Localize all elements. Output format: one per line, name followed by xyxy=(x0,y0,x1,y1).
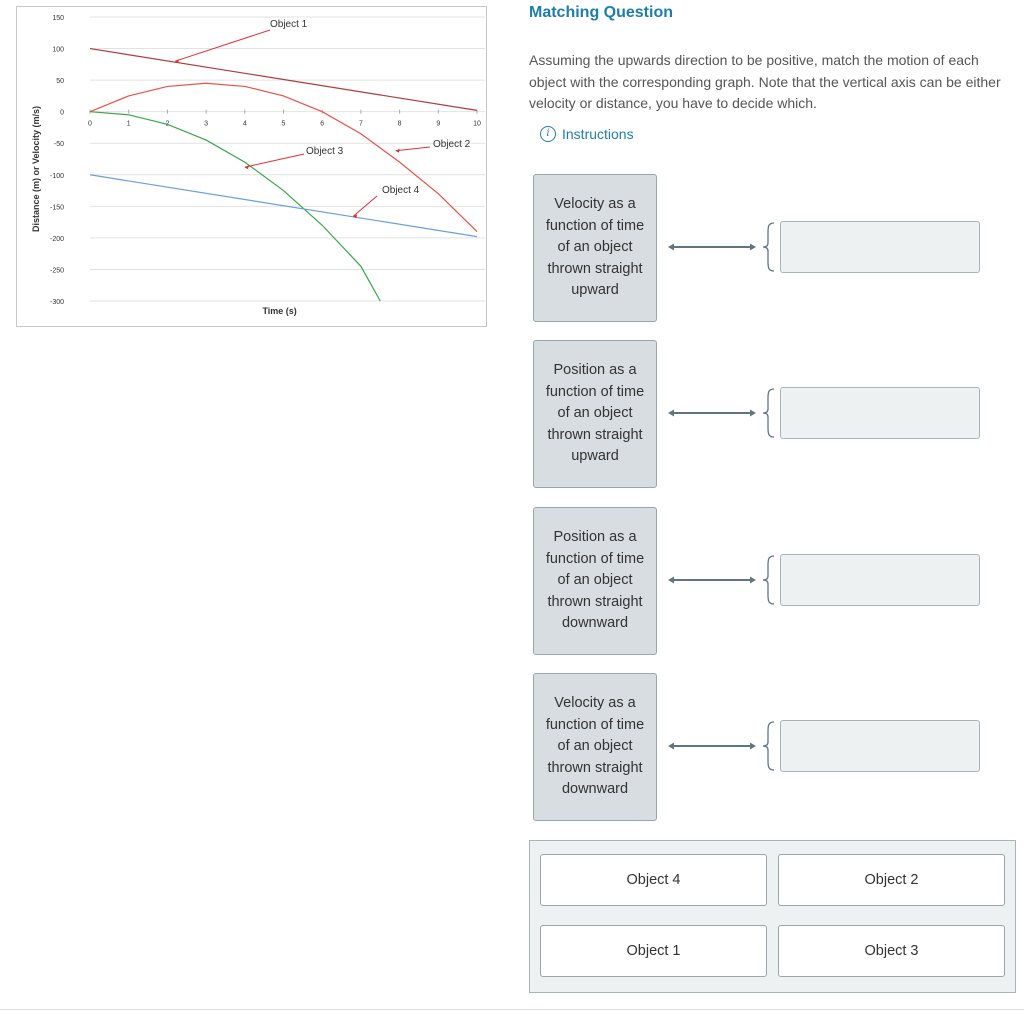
prompt-velocity-upward: Velocity as a function of time of an object thrown straight upward xyxy=(533,174,657,322)
annotation-label: Object 2 xyxy=(433,139,471,150)
double-arrow-icon xyxy=(668,408,756,418)
question-title: Matching Question xyxy=(529,4,673,21)
y-tick-label: 150 xyxy=(52,15,64,22)
motion-graph-svg xyxy=(17,7,488,328)
answer-object-1[interactable]: Object 1 xyxy=(540,925,767,977)
x-tick-label: 8 xyxy=(397,120,402,128)
drop-zone-2[interactable] xyxy=(780,387,980,439)
answer-object-4[interactable]: Object 4 xyxy=(540,854,767,906)
x-tick-label: 2 xyxy=(165,120,170,128)
answer-object-3[interactable]: Object 3 xyxy=(778,925,1005,977)
prompt-position-upward: Position as a function of time of an object thrown straight upward xyxy=(533,340,657,488)
instructions-label: Instructions xyxy=(562,126,634,142)
callout-line xyxy=(245,154,304,167)
drop-zone-3[interactable] xyxy=(780,554,980,606)
x-tick-label: 4 xyxy=(242,120,247,128)
answer-object-2[interactable]: Object 2 xyxy=(778,854,1005,906)
callout-arrowhead xyxy=(245,165,249,169)
y-axis-title: Distance (m) or Velocity (m/s) xyxy=(31,105,41,233)
question-text: Assuming the upwards direction to be positive, match the motion of each object with the corresponding graph. Note that the vertical axis can be either velocity or distance, you have to decide which. xyxy=(529,52,1001,111)
series-line-object-2 xyxy=(90,83,477,231)
annotation-label: Object 3 xyxy=(306,146,344,157)
x-tick-label: 6 xyxy=(320,120,325,128)
y-tick-label: -250 xyxy=(49,267,64,275)
motion-graph xyxy=(16,6,487,327)
y-tick-label: 100 xyxy=(52,46,64,54)
x-axis-title: Time (s) xyxy=(262,306,297,316)
bottom-divider xyxy=(0,1009,1024,1010)
instructions-link[interactable] xyxy=(540,126,634,142)
drop-zone-1[interactable] xyxy=(780,221,980,273)
double-arrow-icon xyxy=(668,242,756,252)
x-tick-label: 0 xyxy=(88,120,92,128)
prompt-velocity-downward: Velocity as a function of time of an object thrown straight downward xyxy=(533,673,657,821)
callout-line xyxy=(396,147,430,151)
x-tick-label: 9 xyxy=(436,120,441,128)
annotation-label: Object 1 xyxy=(270,19,308,30)
drop-zone-4[interactable] xyxy=(780,720,980,772)
x-tick-label: 10 xyxy=(473,120,481,128)
info-icon: i xyxy=(540,126,556,142)
prompt-position-downward: Position as a function of time of an object thrown straight downward xyxy=(533,507,657,655)
x-tick-label: 5 xyxy=(281,120,286,128)
brace-icon xyxy=(762,221,776,273)
x-tick-label: 1 xyxy=(126,120,131,128)
y-tick-label: -200 xyxy=(49,235,64,243)
double-arrow-icon xyxy=(668,741,756,751)
series-line-object-1 xyxy=(90,49,477,111)
answer-bank xyxy=(529,840,1016,993)
y-tick-label: 50 xyxy=(56,78,64,86)
brace-icon xyxy=(762,554,776,606)
y-tick-label: -100 xyxy=(49,172,64,180)
callout-arrowhead xyxy=(396,149,400,153)
x-tick-label: 7 xyxy=(358,120,363,128)
x-tick-label: 3 xyxy=(204,120,209,128)
brace-icon xyxy=(762,720,776,772)
callout-line xyxy=(175,30,270,61)
y-tick-label: -300 xyxy=(49,299,64,306)
brace-icon xyxy=(762,387,776,439)
annotation-label: Object 4 xyxy=(382,185,420,196)
y-tick-label: -50 xyxy=(53,141,64,149)
y-tick-label: 0 xyxy=(60,109,64,117)
y-tick-label: -150 xyxy=(49,204,64,212)
double-arrow-icon xyxy=(668,575,756,585)
